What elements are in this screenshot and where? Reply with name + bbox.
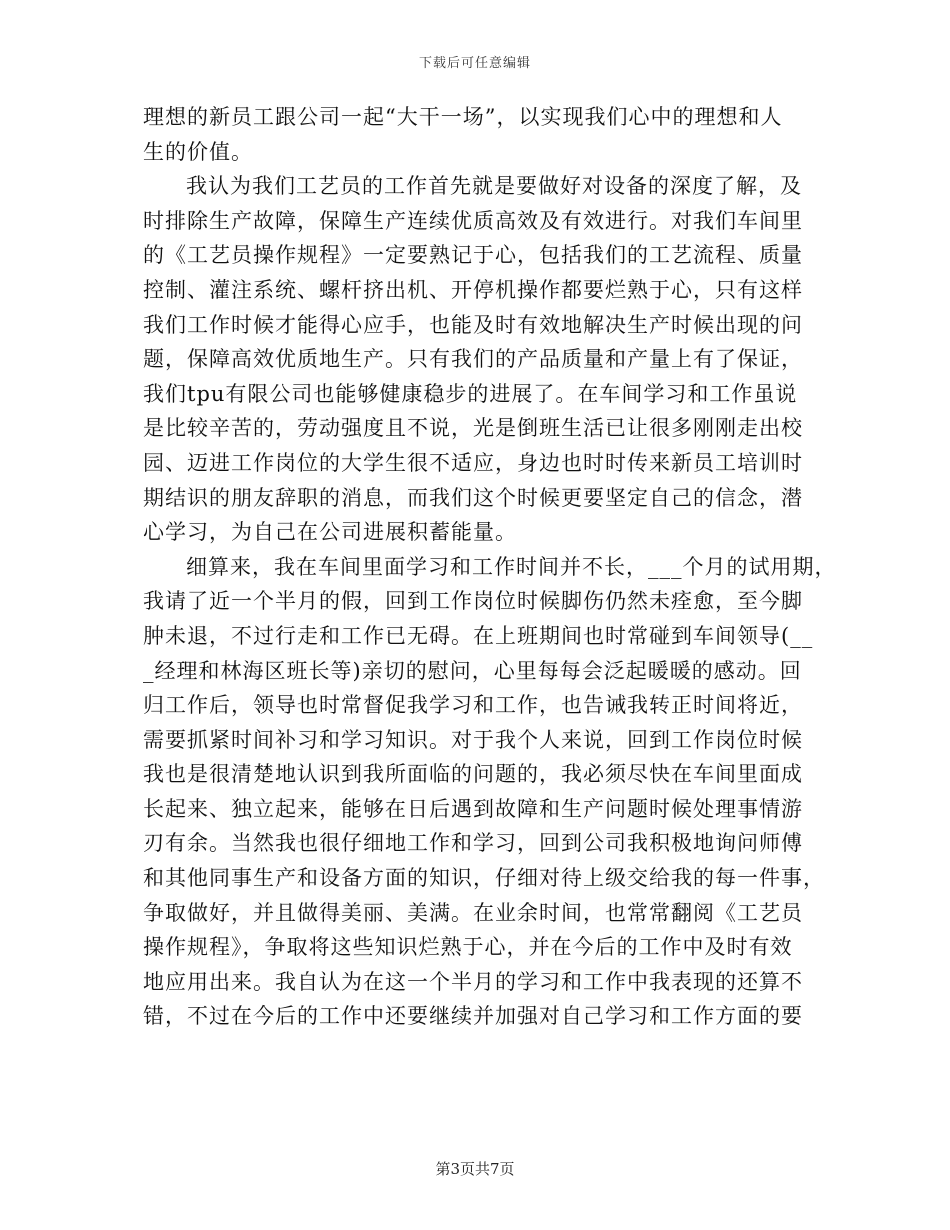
page-number: 第3页共7页 [435, 1160, 515, 1178]
text-line: 我请了近一个半月的假，回到工作岗位时候脚伤仍然未痊愈，至今脚 [143, 589, 803, 614]
text-line: 我们工作时候才能得心应手，也能及时有效地解决生产时候出现的问 [143, 312, 803, 337]
text-line: 操作规程》，争取将这些知识烂熟于心，并在今后的工作中及时有效 [143, 935, 793, 960]
text-line: 争取做好，并且做得美丽、美满。在业余时间，也常常翻阅《工艺员 [143, 900, 803, 925]
text-line: 刃有余。当然我也很仔细地工作和学习，回到公司我积极地询问师傅 [143, 831, 803, 856]
paragraph-1 [143, 100, 799, 169]
text-line: 我也是很清楚地认识到我所面临的问题的，我必须尽快在车间里面成 [143, 762, 803, 787]
text-line: 长起来、独立起来，能够在日后遇到故障和生产问题时候处理事情游 [143, 796, 803, 821]
text-line: 肿未退，不过行走和工作已无碍。在上班期间也时常碰到车间领导(__ [143, 623, 814, 648]
text-line: 心学习，为自己在公司进展积蓄能量。 [143, 520, 517, 545]
text-line: 题，保障高效优质地生产。只有我们的产品质量和产量上有了保证， [143, 347, 803, 372]
text-line: 我们tpu有限公司也能够健康稳步的进展了。在车间学习和工作虽说 [143, 381, 798, 406]
text-line: 是比较辛苦的，劳动强度且不说，光是倒班生活已让很多刚刚走出校 [143, 416, 803, 441]
text-line: 园、迈进工作岗位的大学生很不适应，身边也时时传来新员工培训时 [143, 450, 803, 475]
text-line: 我认为我们工艺员的工作首先就是要做好对设备的深度了解，及 [186, 174, 802, 199]
page-header: 下载后可任意编辑 [418, 56, 531, 71]
text-line: 期结识的朋友辞职的消息，而我们这个时候更要坚定自己的信念，潜 [143, 485, 803, 510]
text-line: 生的价值。 [143, 139, 253, 164]
paragraph-2 [143, 169, 803, 550]
text-line: 理想的新员工跟公司一起“大干一场”，以实现我们心中的理想和人 [143, 105, 783, 129]
text-line: 时排除生产故障，保障生产连续优质高效及有效进行。对我们车间里 [143, 208, 803, 233]
text-line: 细算来，我在车间里面学习和工作时间并不长，___个月的试用期， [186, 554, 837, 579]
text-line: 需要抓紧时间补习和学习知识。对于我个人来说，回到工作岗位时候 [143, 727, 803, 752]
document-body [143, 100, 837, 1034]
text-line: 和其他同事生产和设备方面的知识，仔细对待上级交给我的每一件事， [143, 866, 825, 891]
text-line: 的《工艺员操作规程》一定要熟记于心，包括我们的工艺流程、质量 [143, 243, 803, 268]
text-line: 控制、灌注系统、螺杆挤出机、开停机操作都要烂熟于心，只有这样 [143, 277, 803, 302]
text-line: _经理和林海区班长等)亲切的慰问，心里每每会泛起暖暖的感动。回 [143, 658, 802, 683]
text-line: 地应用出来。我自认为在这一个半月的学习和工作中我表现的还算不 [143, 969, 803, 994]
paragraph-3 [143, 550, 837, 1034]
text-line: 错，不过在今后的工作中还要继续并加强对自己学习和工作方面的要 [143, 1004, 803, 1029]
text-line: 归工作后，领导也时常督促我学习和工作，也告诫我转正时间将近， [143, 693, 803, 718]
